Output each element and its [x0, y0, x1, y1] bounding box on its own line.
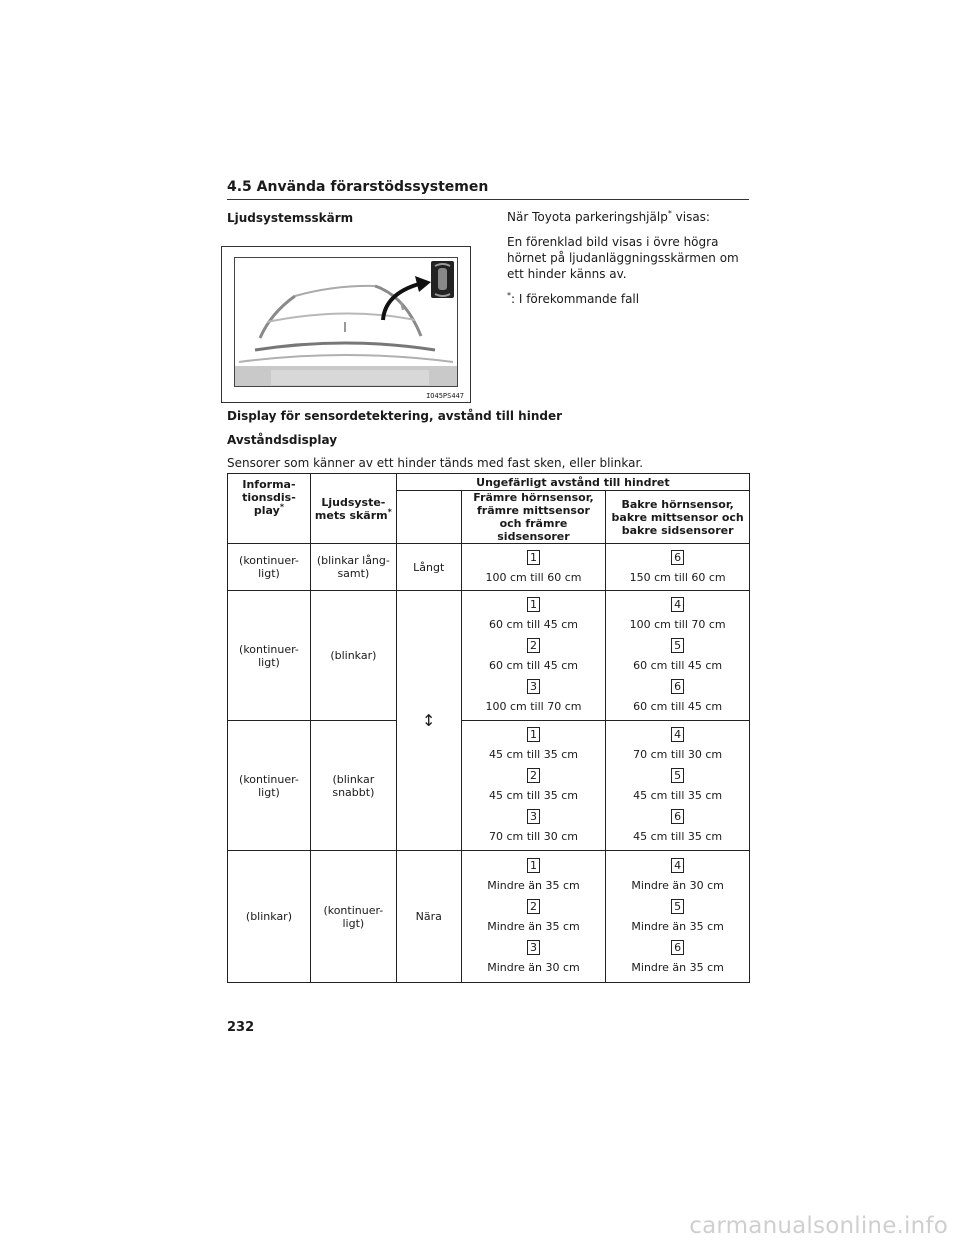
distance-arrow-cell: ↕ — [396, 591, 461, 851]
rear-distance-cell — [606, 721, 750, 851]
distance-value: Mindre än 35 cm — [487, 920, 580, 933]
table-row — [228, 544, 750, 591]
table-row — [228, 851, 750, 983]
rear-sensors-header: Bakre hörnsensor, bakre mittsensor och bakre sidsensorer — [606, 491, 750, 544]
rear-camera-guide-lines — [235, 258, 457, 386]
info-display-cell: (kontinuer-ligt) — [228, 721, 311, 851]
parking-assist-line: När Toyota parkeringshjälp* visas: — [507, 209, 710, 224]
distance-value: Mindre än 35 cm — [487, 879, 580, 892]
table-header-row — [228, 474, 750, 491]
distance-value: 45 cm till 35 cm — [488, 748, 578, 761]
header-rule — [227, 199, 749, 200]
audio-screen-header: Ljudsyste-mets skärm* — [310, 474, 396, 544]
table-row — [228, 591, 750, 721]
distance-display-heading: Avståndsdisplay — [227, 433, 338, 447]
audio-screen-heading: Ljudsystemsskärm — [227, 211, 354, 225]
site-watermark: carmanualsonline.info — [689, 1213, 948, 1239]
table-row — [228, 721, 750, 851]
distance-value: 45 cm till 35 cm — [488, 789, 578, 802]
sensor-number-badge: 3 — [527, 809, 540, 824]
sensor-number-badge: 4 — [671, 597, 684, 612]
sensor-number-badge: 3 — [527, 679, 540, 694]
intro-text: Sensorer som känner av ett hinder tänds med fast sken, eller blinkar. — [227, 456, 644, 470]
front-distance-cell — [461, 591, 606, 721]
audio-screen-cell: (blinkar snabbt) — [310, 721, 396, 851]
sensor-number-badge: 6 — [671, 809, 684, 824]
sensor-number-badge: 4 — [671, 727, 684, 742]
sensor-detection-heading: Display för sensordetektering, avstånd till hinder — [227, 409, 563, 423]
distance-value: 70 cm till 30 cm — [488, 830, 578, 843]
distance-value: 70 cm till 30 cm — [633, 748, 723, 761]
distance-table — [227, 473, 750, 983]
front-sensors-header: Främre hörnsensor, främre mittsensor och främre sidsensorer — [461, 491, 606, 544]
distance-value: 100 cm till 60 cm — [485, 570, 582, 584]
front-distance-cell — [461, 851, 606, 983]
parking-assist-description — [507, 209, 752, 316]
footnote: *: I förekommande fall — [507, 291, 640, 306]
info-display-cell: (kontinuer-ligt) — [228, 591, 311, 721]
sensor-number-badge: 1 — [527, 550, 540, 565]
audio-screen-illustration — [221, 246, 471, 403]
sensor-number-badge: 5 — [671, 899, 684, 914]
rear-distance-cell — [606, 851, 750, 983]
audio-screen — [234, 257, 458, 387]
sensor-number-badge: 6 — [671, 940, 684, 955]
section-title: 4.5 Använda förarstödssystemen — [227, 179, 489, 195]
sensor-number-badge: 1 — [527, 727, 540, 742]
distance-value: 100 cm till 70 cm — [485, 700, 582, 713]
info-display-cell: (kontinuer-ligt) — [228, 544, 311, 591]
figure-code: IO45PS447 — [426, 392, 464, 400]
page-number: 232 — [227, 1020, 255, 1035]
sensor-number-badge: 2 — [527, 768, 540, 783]
distance-value: 100 cm till 70 cm — [629, 618, 726, 631]
audio-screen-cell: (blinkar lång-samt) — [310, 544, 396, 591]
front-distance-cell — [461, 544, 606, 591]
level-header — [396, 491, 461, 544]
sensor-number-badge: 2 — [527, 899, 540, 914]
distance-value: 60 cm till 45 cm — [488, 659, 578, 672]
distance-value: 60 cm till 45 cm — [633, 659, 723, 672]
distance-value: 60 cm till 45 cm — [633, 700, 723, 713]
distance-level-cell: Nära — [396, 851, 461, 983]
simplified-image-paragraph: En förenklad bild visas i övre högra hörnet på ljudanläggningsskärmen om ett hinder känns av. — [507, 235, 739, 281]
distance-value: Mindre än 35 cm — [631, 920, 724, 933]
sensor-number-badge: 4 — [671, 858, 684, 873]
sensor-number-badge: 6 — [671, 679, 684, 694]
audio-screen-cell: (blinkar) — [310, 591, 396, 721]
distance-value: Mindre än 30 cm — [631, 879, 724, 892]
audio-screen-cell: (kontinuer-ligt) — [310, 851, 396, 983]
distance-value: 60 cm till 45 cm — [488, 618, 578, 631]
sensor-number-badge: 3 — [527, 940, 540, 955]
approx-distance-header: Ungefärligt avstånd till hindret — [396, 474, 749, 491]
info-display-header: Informa-tionsdis-play* — [228, 474, 311, 544]
distance-value: Mindre än 30 cm — [487, 961, 580, 974]
front-distance-cell — [461, 721, 606, 851]
info-display-cell: (blinkar) — [228, 851, 311, 983]
rear-distance-cell — [606, 591, 750, 721]
sensor-number-badge: 1 — [527, 597, 540, 612]
sensor-number-badge: 5 — [671, 768, 684, 783]
distance-value: 150 cm till 60 cm — [629, 570, 726, 584]
rear-distance-cell — [606, 544, 750, 591]
sensor-number-badge: 5 — [671, 638, 684, 653]
sensor-number-badge: 1 — [527, 858, 540, 873]
distance-value: 45 cm till 35 cm — [633, 830, 723, 843]
sensor-number-badge: 6 — [671, 550, 684, 565]
distance-value: 45 cm till 35 cm — [633, 789, 723, 802]
sensor-number-badge: 2 — [527, 638, 540, 653]
distance-level-cell: Långt — [396, 544, 461, 591]
distance-value: Mindre än 35 cm — [631, 961, 724, 974]
